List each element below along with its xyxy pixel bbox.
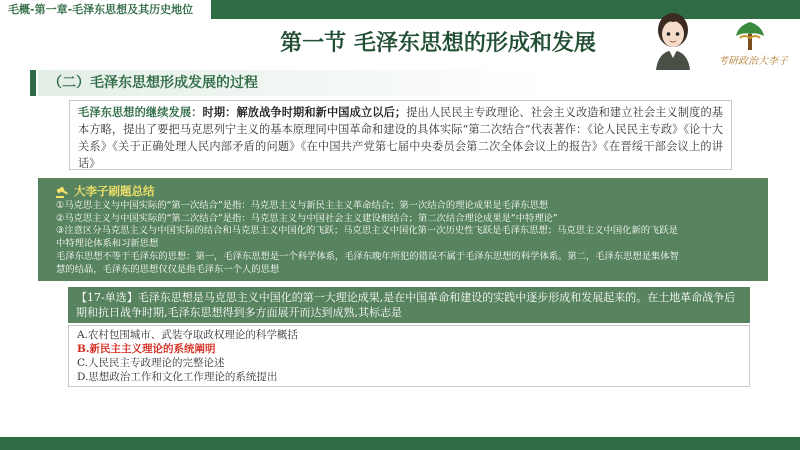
option-b-correct[interactable]: B.新民主主义理论的系统阐明 [77, 343, 216, 355]
bottom-bar [0, 437, 800, 450]
summary-line: 毛泽东思想不等于毛泽东的思想：第一，毛泽东思想是一个科学体系，毛泽东晚年所犯的错误不属于毛泽东思想的科学体系。第二，毛泽东思想是集体智 [56, 250, 679, 262]
summary-line: 中特理论体系和习新思想 [56, 238, 159, 250]
answer-options [68, 325, 750, 387]
summary-line: 慧的结晶，毛泽东的思想仅仅是指毛泽东一个人的思想 [56, 263, 280, 275]
summary-line: ①马克思主义与中国实际的“第一次结合”是指：马克思主义与新民主主义革命结合；第一次结合的理论成果是毛泽东思想 [56, 200, 549, 211]
content-lead: 毛泽东思想的继续发展： [78, 106, 203, 119]
breadcrumb: 毛概-第一章-毛泽东思想及其历史地位 [0, 0, 214, 19]
option-d[interactable]: D.思想政治工作和文化工作理论的系统提出 [77, 371, 278, 383]
summary-line: ③注意区分马克思主义与中国实际的结合和马克思主义中国化的飞跃；马克思主义中国化第一次历史性飞跃是毛泽东思想；马克思主义中国化新的飞跃是 [56, 225, 678, 237]
option-c[interactable]: C.人民民主专政理论的完整论述 [77, 357, 225, 369]
question-stem: 【17-单选】毛泽东思想是马克思主义中国化的第一大理论成果,是在中国革命和建设的实践中逐步形成和发展起来的。在土地革命战争后期和抗日战争时期,毛泽东思想得到多方面展开而达到成熟,其标志是 [68, 287, 750, 323]
logo-tree-icon [730, 20, 770, 52]
section-title: （二）毛泽东思想形成发展的过程 [38, 70, 548, 96]
page-title: 第一节 毛泽东思想的形成和发展 [280, 30, 596, 56]
summary-line: ②马克思主义与中国实际的“第二次结合”是指：马克思主义与中国社会主义建设相结合；第二次结合理论成果是“中特理论” [56, 212, 558, 224]
summary-panel-header [56, 182, 758, 200]
option-a[interactable]: A.农村包围城市、武装夺取政权理论的科学概括 [77, 329, 298, 341]
summary-panel [38, 178, 768, 281]
summary-panel-title: 大李子刷题总结 [74, 184, 155, 198]
brand-logo-text: 考研政治大李子 [718, 56, 788, 67]
content-period: 时期：解放战争时期和新中国成立以后； [202, 105, 407, 119]
avatar [650, 8, 696, 70]
content-box-continued-development [69, 100, 732, 170]
gavel-icon [56, 186, 70, 198]
content-body: 提出人民民主专政理论、社会主义改造和建立社会主义制度的基本方略，提出了要把马克思列宁主义的基本原理同中国革命和建设的具体实际“第二次结合”代表著作：《论人民民主专政》《论十大关系》《关于正确处理人民内部矛盾的问题》《在中国共产党第七届中央委员会第二次全体会议上的报告》《在晋绥干部会议上的讲话》 [78, 106, 723, 170]
